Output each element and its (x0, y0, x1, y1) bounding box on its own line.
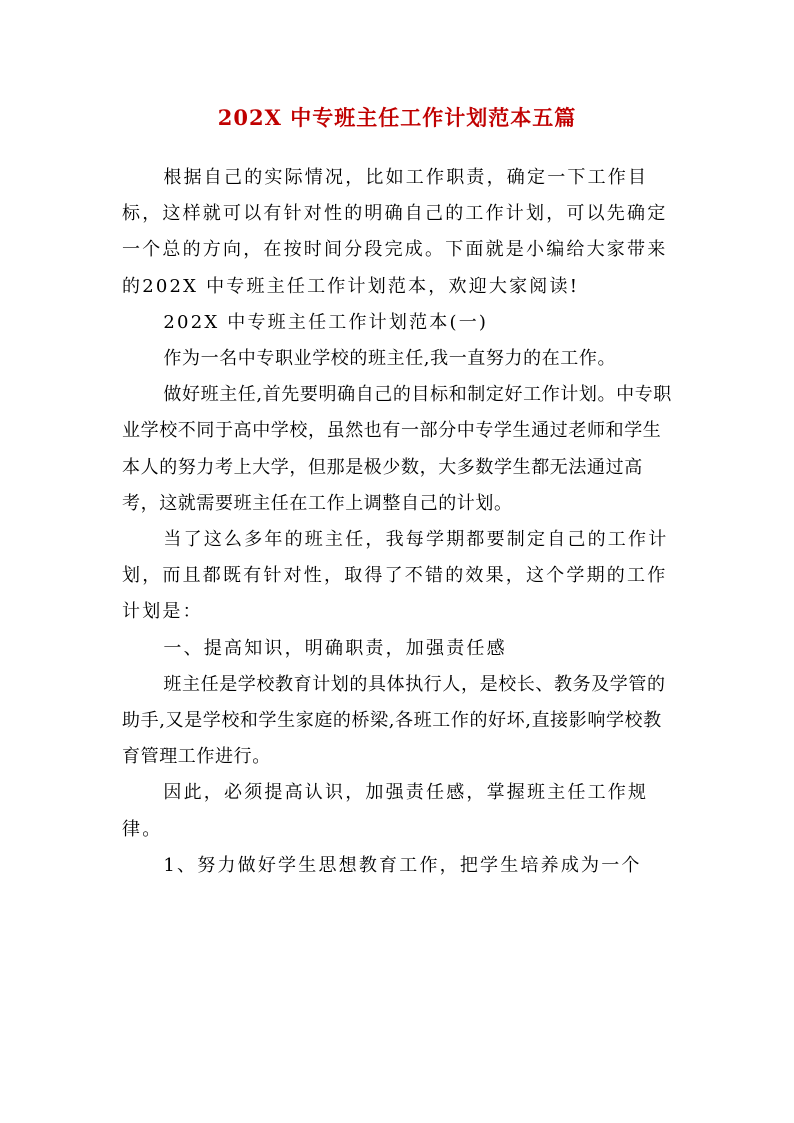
list-item: 1、努力做好学生思想教育工作，把学生培养成为一个 (163, 854, 642, 876)
body-paragraph: 当了这么多年的班主任，我每学期都要制定自己的工作计划，而且都既有针对性，取得了不错的效果，这个学期的工作计划是： (122, 529, 669, 623)
subsection-heading: 一、提高知识，明确职责，加强责任感 (163, 637, 507, 659)
document-title: 202X 中专班主任工作计划范本五篇 (217, 105, 577, 130)
document-body (122, 160, 672, 884)
body-paragraph: 做好班主任,首先要明确自己的目标和制定好工作计划。中专职业学校不同于高中学校，虽然也有一部分中专学生通过老师和学生本人的努力考上大学，但那是极少数，大多数学生都无法通过高考，这就需要班主任在工作上调整自己的计划。 (122, 384, 672, 514)
section-heading: 202X 中专班主任工作计划范本(一) (163, 311, 489, 333)
body-paragraph: 班主任是学校教育计划的具体执行人，是校长、教务及学管的助手,又是学校和学生家庭的桥梁,各班工作的好坏,直接影响学校教育管理工作进行。 (122, 673, 666, 768)
body-paragraph: 因此，必须提高认识，加强责任感，掌握班主任工作规律。 (122, 782, 649, 840)
body-paragraph: 作为一名中专职业学校的班主任,我一直努力的在工作。 (163, 348, 617, 370)
intro-paragraph: 根据自己的实际情况，比如工作职责，确定一下工作目标，这样就可以有针对性的明确自己的工作计划，可以先确定一个总的方向，在按时间分段完成。下面就是小编给大家带来的202X 中专班主任工作计划范本，欢迎大家阅读! (122, 167, 668, 297)
